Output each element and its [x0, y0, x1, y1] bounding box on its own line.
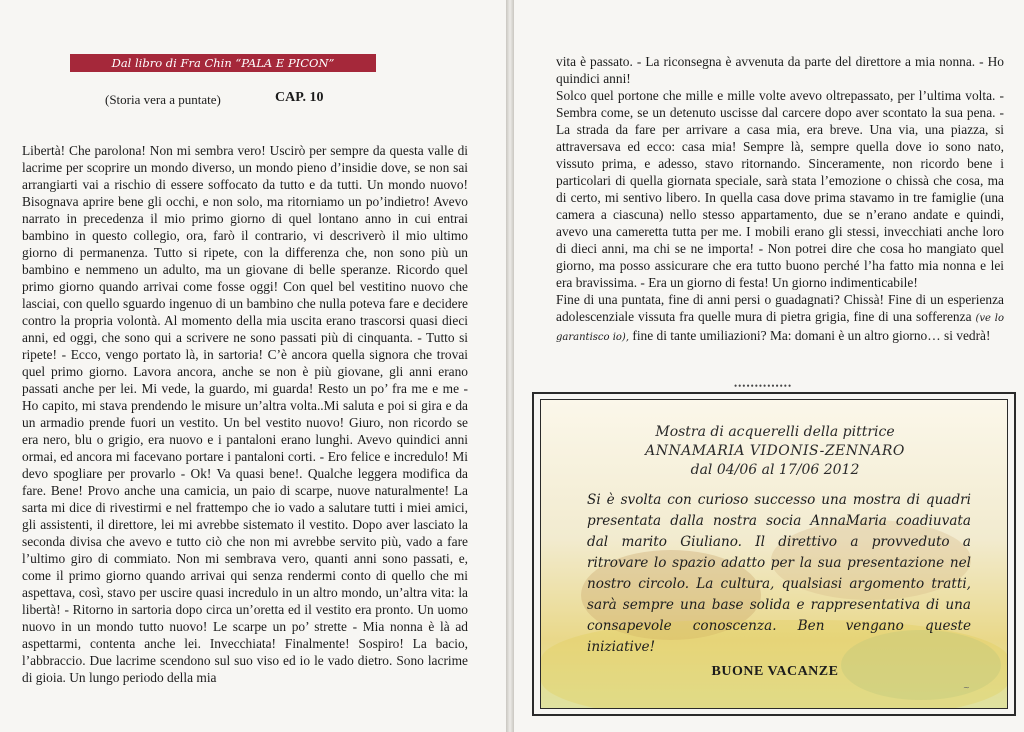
paragraph-3-start: Fine di una puntata, fine di anni persi o guadagnati? Chissà! Fine di un esperienza adolescenziale vissuta fra quelle mura di pietra grigia, fine di una sofferenza — [556, 292, 1004, 324]
source-banner: Dal libro di Fra Chin “PALA E PICON” — [70, 54, 376, 72]
handwritten-aside: (ve lo garantisco io), — [556, 313, 1004, 343]
story-paragraph-2: Solco quel portone che mille e mille volte avevo oltrepassato, per l’ultima volta. - Sembra come, se un detenuto uscisse dal carcere dopo aver scontato la sua pena. - La strada da fare per arrivare a casa mia, era breve. Una via, una piazza, si attraversava ed ecco: casa mia! Sempre là, sempre quella dove io sono nato, vissuto prima, e adesso, stavo ritornando. Sinceramente, non ricordo bene i particolari di quella giornata speciale, sarà stata l’emozione o chissà che cosa, ma di certo, mi sentivo libero. In quella casa dove prima stavamo in tre famiglie (una camera a ciascuna) nello stesso appartamento, due se n’erano andate e quindi, avevo una cameretta tutta per me. I mobili erano gli stessi, invecchiati anche loro di dieci anni, ma chi se ne importa! - Non potrei dire che cosa ho mangiato quel giorno, ma posso assicurare che era tutto buono perché l’ha fatto mia nonna e lei era bravissima. - Era un giorno di festa! Un giorno indimenticabile! — [556, 88, 1004, 290]
artist-name: ANNAMARIA VIDONIS-ZENNARO — [645, 443, 905, 459]
painter-signature-icon: ~ — [963, 683, 970, 692]
story-paragraph: Libertà! Che parolona! Non mi sembra vero! Uscirò per sempre da questa valle di lacrime per scoprire un mondo diverso, un mondo pieno d’insidie dove, se non sai arrangiarti vai a rischio di essere soffocato da tutto e da tutti. Un mondo nuovo! Bisognava aprire bene gli occhi, e non solo, ma ritorniamo un po’indietro! Avevo narrato in precedenza il mio primo giorno di quel lontano anno in cui entrai bambino in questo collegio, ora, farò il contrario, vi descriverò il mio ultimo giorno di permanenza. Tutto si ripete, con la differenza che, non sono più un bambino e nemmeno un adulto, ma un giovane di belle speranze. Ricordo quel primo giorno quando arrivai come fosse oggi! Con quel bel vestitino nuovo che lasciai, con quello sguardo ingenuo di un bambino che nulla poteva fare e decidere contro la propria volontà. Al momento della mia uscita erano trascorsi quasi dieci anni, ed oggi, che sono qui a scrivere ne sono passati più di cinquanta. - Tutto si ripete! - Ecco, vengo portato là, in sartoria! C’è ancora quella signora che trovai quel primo giorno. Lavora ancora, anche se non è più giovane, gli anni erano passati anche per lei. Mi vede, la guardo, mi guarda! Resto un po’ fra me e me - Ho capito, mi stava prendendo le misure un’altra volta..Mi saluta e poi si gira e da un armadio prende fuori un vestito. Un bel vestito nuovo! Giuro, non ricordo se era nero, blu o grigio, era nuovo e i pantaloni erano lunghi. Avevo quindici anni ormai, ed ancora mi facevano portare i pantaloni corti. - Ero felice e incredulo! Mi devo spogliare per provarlo - Ok! Va quasi bene!. Qualche leggera modifica da fare. Bene! Provo anche una camicia, un paio di scarpe, nuove naturalmente! La sarta mi dice di rivestirmi e nel frattempo che io vado a salutare tutti i miei amici, gli assistenti, il direttore, lei mi avrebbe sistemato il vestito. Dopo aver lasciato la seconda divisa che avevo e tutto ciò che non mi avrebbe servito più, vado a fare l’ultimo giro di commiato. Non mi sembrava vero, quanti anni sono passati, e, come il primo giorno quando arrivai qui senza rendermi conto di quello che mi aspettava, così, stavo per uscire quasi incredulo in un altro mondo, un’altra vita: la libertà! - Ritorno in sartoria dopo circa un’oretta ed il vestito era pronto. Un uomo nuovo in un mondo tutto nuovo! Le scarpe un po’ strette - Mia nonna è là ad aspettarmi, contenta anche lei. Invecchiata! Finalmente! Sospiro! La bacio, l’abbraccio. Due lacrime scendono sul suo viso ed io le vado dietro. Sono lacrime di gioia. Un lungo periodo della mia — [22, 143, 468, 685]
chapter-number: CAP. 10 — [275, 90, 324, 105]
exhibition-title: Mostra di acquerelli della pittrice — [655, 424, 895, 440]
story-body-left — [22, 142, 468, 686]
book-spine — [506, 0, 514, 732]
right-page — [514, 0, 1024, 732]
left-page — [0, 0, 506, 732]
section-divider: •••••••••••••• — [734, 381, 793, 391]
exhibition-text: Si è svolta con curioso successo una mostra di quadri presentata dalla nostra socia AnnaMaria coadiuvata dal marito Giuliano. Il direttivo a provveduto a ritrovare lo spazio adatto per la sua presentazione nel nostro circolo. La cultura, qualsiasi argomento tratti, sarà sempre una base solida e rappresentativa di una consapevole conoscenza. Ben vengano queste iniziative! — [587, 492, 971, 655]
story-body-right — [556, 53, 1004, 346]
story-paragraph-3 — [556, 291, 1004, 346]
story-paragraph-1: vita è passato. - La riconsegna è avvenuta da parte del direttore a mia nonna. - Ho quindici anni! — [556, 54, 1004, 86]
closing-greeting: BUONE VACANZE — [711, 664, 839, 679]
story-subtitle: (Storia vera a puntate) — [105, 92, 221, 107]
exhibition-dates: dal 04/06 al 17/06 2012 — [690, 462, 860, 478]
paragraph-3-end: fine di tante umiliazioni? Ma: domani è un altro giorno… si vedrà! — [632, 328, 991, 343]
exhibition-box — [540, 399, 1008, 709]
